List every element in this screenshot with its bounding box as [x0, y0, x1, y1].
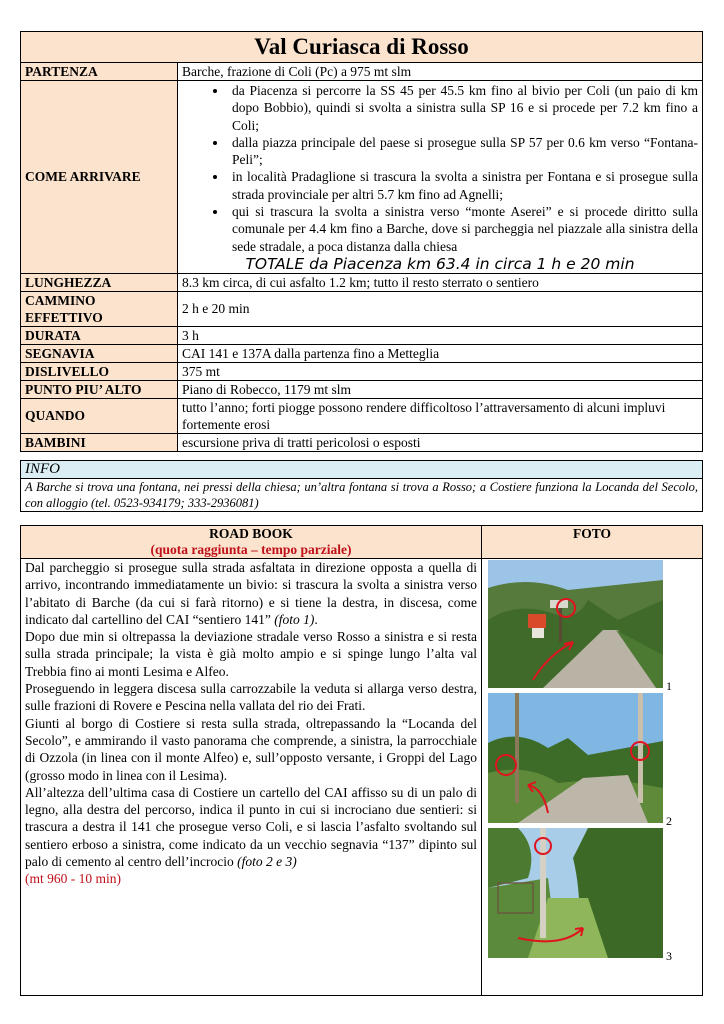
value-durata: 3 h — [178, 326, 703, 344]
row-bambini — [21, 433, 703, 451]
value-quando: tutto l’anno; forti piogge possono rendere difficoltoso l’attraversamento di alcuni impluvi fortemente erosi — [178, 398, 703, 433]
value-come-arrivare — [178, 81, 703, 274]
value-dislivello: 375 mt — [178, 362, 703, 380]
roadbook-table — [20, 525, 703, 996]
roadbook-heading: ROAD BOOK — [209, 526, 293, 541]
photo-1-road-junction — [488, 560, 663, 688]
directions-list — [182, 82, 698, 255]
paragraph: Dal parcheggio si prosegue sulla strada asfaltata in direzione opposta a quella di arrivo, incontrando immediatamente un bivio: si trascura la svolta a sinistra verso l’abitato di Barche (da cui si farà ritorno) e si tiene la destra, in discesa, come indicato dal cartellino del CAI “sentiero 141” (foto 1). — [25, 560, 477, 627]
value-cammino-effettivo: 2 h e 20 min — [178, 291, 703, 326]
paragraph: Giunti al borgo di Costiere si resta sulla strada, oltrepassando la “Locanda del Secolo”, e ammirando il vasto panorama che comprende, a sinistra, la parrocchiale di Ozzola (in linea con il monte Alfeo) e, sull’opposto versante, i Groppi del Lago (grosso modo in linea con il Lesima). — [25, 715, 477, 783]
list-item: • dalla piazza principale del paese si prosegue sulla SP 57 per 0.6 km verso “Fontana-Peli”; — [228, 134, 698, 169]
label-lunghezza: LUNGHEZZA — [21, 273, 178, 291]
value-punto-piu-alto: Piano di Robecco, 1179 mt slm — [178, 380, 703, 398]
label-quando: QUANDO — [21, 398, 178, 433]
label-punto-piu-alto: PUNTO PIU’ ALTO — [21, 380, 178, 398]
photo-2-crossroads-sign — [488, 693, 663, 823]
value-segnavia: CAI 141 e 137A dalla partenza fino a Metteglia — [178, 344, 703, 362]
list-item: • da Piacenza si percorre la SS 45 per 45.5 km fino al bivio per Coli (un paio di km dopo Bobbio), quindi si svolta a sinistra sulla SP 16 e si procede per 7.2 km fino a Coli; — [228, 82, 698, 134]
photo-number: 1 — [666, 679, 672, 693]
photo-column — [482, 559, 703, 996]
value-lunghezza: 8.3 km circa, di cui asfalto 1.2 km; tutto il resto sterrato o sentiero — [178, 273, 703, 291]
paragraph: Dopo due min si oltrepassa la deviazione stradale verso Rosso a sinistra e si resta sulla strada principale; la vista è già molto ampio e si spinge lungo l’alta val Trebbia fino ai monti Lesima e Alfeo. — [25, 629, 477, 679]
info-text: A Barche si trova una fontana, nei pressi della chiesa; un’altra fontana si trova a Rosso; a Costiere funziona la Locanda del Secolo, con alloggio (tel. 0523-934179; 333-2936081) — [21, 479, 703, 512]
value-partenza: Barche, frazione di Coli (Pc) a 975 mt slm — [178, 63, 703, 81]
row-durata — [21, 326, 703, 344]
roadbook-subheading: (quota raggiunta – tempo parziale) — [150, 542, 352, 557]
list-item: • in località Pradaglione si trascura la svolta a sinistra per Fontana e si prosegue sulla strada provinciale per altri 5.7 km fino ad Agnelli; — [228, 168, 698, 203]
label-dislivello: DISLIVELLO — [21, 362, 178, 380]
label-partenza: PARTENZA — [21, 63, 178, 81]
label-come-arrivare: COME ARRIVARE — [21, 81, 178, 274]
roadbook-text — [21, 559, 482, 996]
info-table — [20, 460, 703, 512]
row-punto-piu-alto — [21, 380, 703, 398]
photo-ref: (foto 1) — [274, 611, 315, 627]
total-summary: TOTALE da Piacenza km 63.4 in circa 1 h e 20 min — [245, 254, 635, 273]
row-lunghezza — [21, 273, 703, 291]
list-item: • qui si trascura la svolta a sinistra verso “monte Aserei” e si procede diritto sulla comunale per 4.4 km fino a Barche, dove si parcheggia nel piazzale alla sinistra della sede stradale, a poca distanza dalla chiesa — [228, 203, 698, 255]
row-cammino — [21, 291, 703, 326]
row-dislivello — [21, 362, 703, 380]
photo-3-grassy-path — [488, 828, 663, 958]
row-segnavia — [21, 344, 703, 362]
photo-number: 3 — [666, 949, 672, 963]
info-heading: INFO — [21, 461, 703, 479]
value-bambini: escursione priva di tratti pericolosi o esposti — [178, 433, 703, 451]
row-partenza — [21, 63, 703, 81]
quota-tempo: (mt 960 - 10 min) — [25, 871, 121, 887]
label-segnavia: SEGNAVIA — [21, 344, 178, 362]
label-durata: DURATA — [21, 326, 178, 344]
page-title: Val Curiasca di Rosso — [21, 32, 703, 63]
overview-table — [20, 31, 703, 452]
photo-ref: (foto 2 e 3) — [237, 854, 297, 870]
roadbook-header — [21, 526, 482, 559]
photo-heading: FOTO — [482, 526, 703, 559]
label-bambini: BAMBINI — [21, 433, 178, 451]
photo-number: 2 — [666, 814, 672, 828]
row-quando — [21, 398, 703, 433]
row-come-arrivare — [21, 81, 703, 274]
label-cammino-effettivo: CAMMINO EFFETTIVO — [21, 291, 178, 326]
paragraph: Proseguendo in leggera discesa sulla carrozzabile la veduta si allarga verso destra, sulle frazioni di Rovere e Pescina nella vallata del rio dei Frati. — [25, 681, 477, 714]
paragraph: All’altezza dell’ultima casa di Costiere un cartello del CAI affisso su di un palo di legno, alla destra del percorso, indica il punto in cui si incrociano due sentieri: si trascura a destra il 141 che prosegue verso Coli, e si lascia l’asfalto svoltando sul sentiero erboso a sinistra, come indicato da un vecchio segnavia “137” dipinto sul palo di cemento al centro dell’incrocio (foto 2 e 3) — [25, 784, 477, 870]
